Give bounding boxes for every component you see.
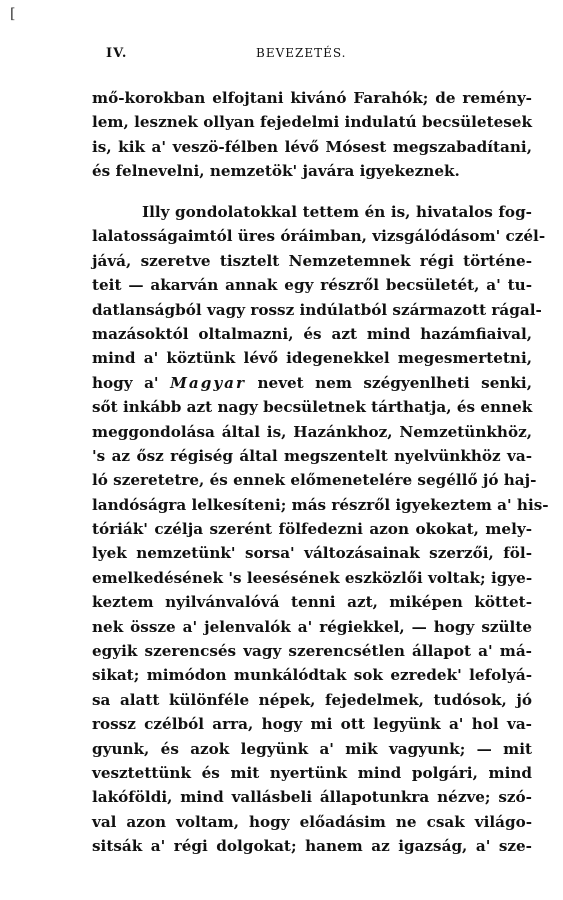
text-line: sa alatt különféle népek, fejedelmek, tudósok, jó [92,690,532,709]
text-line: egyik szerencsés vagy szerencsétlen állapot a' má- [92,642,532,661]
text-line: lakóföldi, mind vallásbeli állapotunkra nézve; szó- [92,788,532,807]
text-line: meggondolása által is, Hazánkhoz, Nemzetünkhöz, [92,422,532,441]
text-line: lem, lesznek ollyan fejedelmi indulatú becsületesek [92,113,532,132]
margin-mark: [ [10,6,16,22]
text-line: teit — akarván annak egy részről becsületét, a' tu- [92,276,532,295]
text-line: 's az ősz régiség által megszentelt nyelvünkhöz va- [92,446,532,465]
text-line: lalatosságaimtól üres óráimban, vizsgálódásom' czél- [92,227,546,246]
line-segment: hogy a' [92,373,171,392]
text-line-magyar [92,371,532,395]
text-line: tóriák' czélja szerént fölfedezni azon okokat, mely- [92,520,532,539]
text-line: mind a' köztünk lévő idegenekkel megesmertetni, [92,349,532,368]
text-line: emelkedésének 's leesésének eszközlői voltak; igye- [92,568,533,587]
text-line: datlanságból vagy rossz indúlatból származott rágal- [92,300,542,319]
paragraph-1 [92,86,532,184]
text-line: keztem nyilvánvalóvá tenni azt, miképen köttet- [92,593,532,612]
page-header [100,46,523,66]
text-line: nek össze a' jelenvalók a' régiekkel, — hogy szülte [92,617,532,636]
text-line: mazásoktól oltalmazni, és azt mind hazámfiaival, [92,324,532,343]
emphasized-word: Magyar [170,373,247,392]
text-line: gyunk, és azok legyünk a' mik vagyunk; — mit [92,739,532,758]
text-line: val azon voltam, hogy előadásim ne csak világo- [92,812,532,831]
text-line: sitsák a' régi dolgokat; hanem az igazság, a' sze- [92,837,532,856]
running-title: BEVEZETÉS. [256,46,347,60]
text-line: lyek nemzetünk' sorsa' változásainak szerzői, föl- [92,544,532,563]
text-line: sikat; mimódon munkálódtak sok ezredek' lefolyá- [92,666,532,685]
text-line: rossz czélból arra, hogy mi ott legyünk a' hol va- [92,715,532,734]
text-line: mő-korokban elfojtani kivánó Farahók; de remény- [92,89,532,107]
page-number: IV. [106,46,128,61]
paragraph-2 [92,200,549,859]
text-line: sőt inkább azt nagy becsületnek tárthatja, és ennek [92,398,533,417]
text-line: landóságra lelkesíteni; más részről igyekeztem a' his- [92,495,549,514]
text-line: ló szeretetre, és ennek előmenetelére segéllő jó haj- [92,471,537,490]
text-line: vesztettünk és mit nyertünk mind polgári, mind [92,763,532,782]
text-line: jává, szeretve tisztelt Nemzetemnek régi történe- [92,251,532,270]
text-line: Illy gondolatokkal tettem én is, hivatalos fog- [142,203,532,221]
text-line: és felnevelni, nemzetök' javára igyekeznek. [92,162,460,181]
line-segment: nevet nem szégyenlheti senki, [246,373,532,392]
text-line: is, kik a' veszö-félben lévő Mósest megszabadítani, [92,137,532,156]
